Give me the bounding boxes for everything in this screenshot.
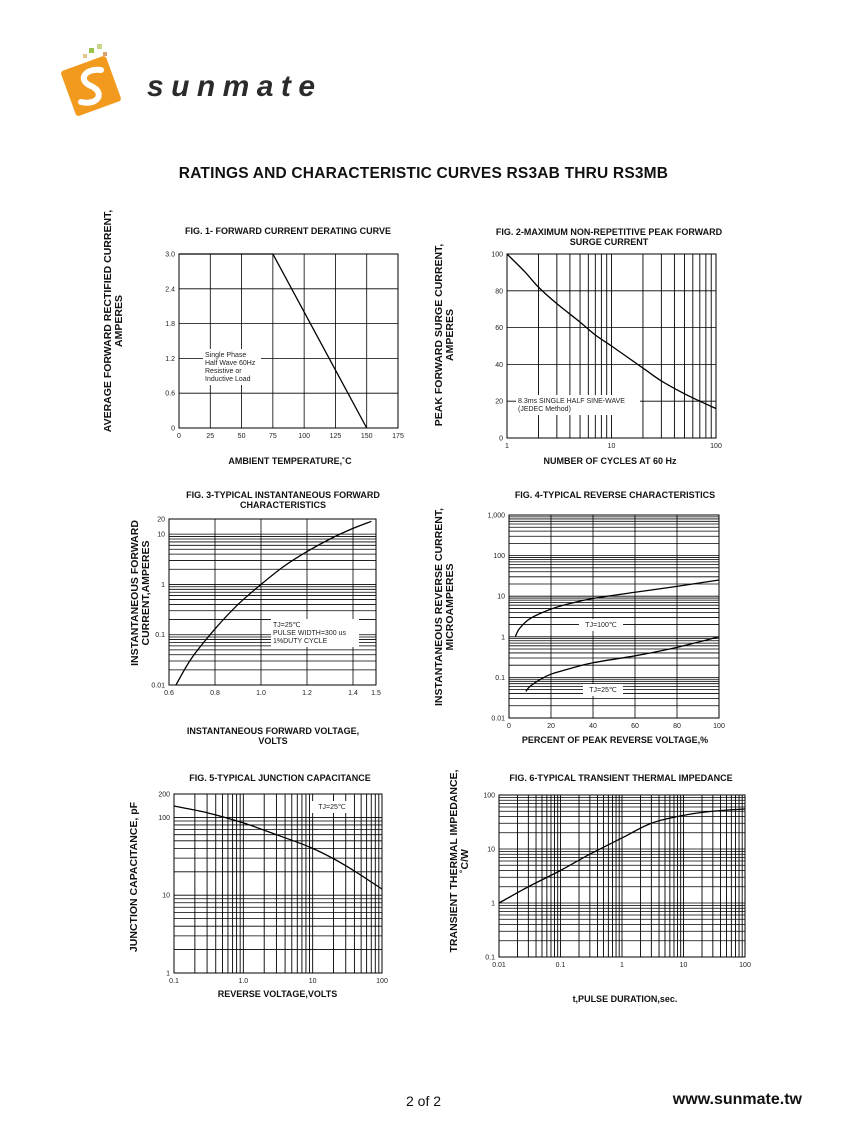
fig5-ytick-label: 10 [162, 892, 170, 900]
fig1-note [203, 349, 261, 385]
fig6-ytick-label: 1 [491, 900, 495, 908]
page-title: RATINGS AND CHARACTERISTIC CURVES RS3AB THRU RS3MB [178, 165, 669, 182]
fig1-xtick-label: 100 [298, 433, 310, 440]
fig4-ytick-label: 100 [493, 553, 505, 561]
fig3-ytick-label: 0.1 [155, 632, 165, 640]
fig3-note [271, 619, 359, 647]
fig1-note-line: Inductive Load [205, 376, 251, 383]
fig1-note-line: Half Wave 60Hz [205, 360, 256, 367]
fig1-xtick-label: 0 [177, 433, 181, 440]
fig3-note-line: TJ=25℃ [273, 622, 301, 629]
fig2-ytick-label: 100 [491, 251, 503, 259]
fig5-ytick-label: 100 [158, 814, 170, 822]
fig2-xtick-label: 10 [607, 443, 616, 450]
fig1-ylabel: AVERAGE FORWARD RECTIFIED CURRENT, AMPERES [102, 209, 125, 433]
fig6-ytick-label: 10 [487, 846, 495, 854]
fig1-xtick-label: 25 [206, 433, 215, 440]
fig1-xtick-label: 150 [360, 433, 373, 440]
fig2-ytick-label: 60 [495, 325, 503, 333]
fig4-ytick-label: 10 [497, 593, 505, 601]
fig2-plot [491, 252, 722, 451]
fig6-xtick-label: 1 [620, 962, 624, 969]
fig3-xlabel: INSTANTANEOUS FORWARD VOLTAGE, VOLTS [186, 726, 360, 746]
fig1-ytick-label: 3.0 [165, 251, 175, 259]
fig4-label-cold [583, 684, 623, 696]
fig3-ytick-label: 10 [157, 531, 165, 539]
fig2-ytick-label: 40 [495, 361, 503, 369]
fig5-ytick-label: 200 [158, 791, 170, 799]
fig2-xtick-label: 100 [710, 443, 722, 450]
logo-wordmark: sunmate [147, 70, 317, 103]
fig5-series-line-1 [174, 806, 382, 889]
fig4-xtick-label: 0 [507, 723, 511, 730]
fig3-frame [169, 519, 376, 685]
fig1-frame [179, 254, 398, 428]
fig3-ytick-label: 1 [161, 581, 165, 589]
fig4-xlabel: PERCENT OF PEAK REVERSE VOLTAGE,% [521, 735, 709, 745]
fig5-xtick-label: 10 [308, 978, 317, 985]
fig3-ylabel: INSTANTANEOUS FORWARD CURRENT,AMPERES [129, 520, 152, 666]
fig4-ytick-label: 1,000 [487, 512, 505, 520]
fig6-xtick-label: 0.1 [555, 962, 566, 969]
fig1-xlabel: AMBIENT TEMPERATURE,˚C [228, 456, 352, 466]
fig4-label-cold-line: TJ=25℃ [589, 687, 617, 694]
fig3-xtick-label: 1.5 [371, 690, 381, 697]
fig2-note-line: (JEDEC Method) [518, 406, 571, 413]
fig4-ytick-label: 0.01 [491, 715, 505, 723]
fig4-label-hot-line: TJ=100℃ [585, 622, 617, 629]
fig1-xtick-label: 50 [237, 433, 246, 440]
fig1-note-line: Single Phase [205, 352, 247, 359]
fig3-title: FIG. 3-TYPICAL INSTANTANEOUS FORWARD CHARACTERISTICS [186, 490, 380, 510]
fig5-xtick-label: 100 [376, 978, 388, 985]
fig6-xlabel: t,PULSE DURATION,sec. [572, 994, 678, 1004]
website-url: www.sunmate.tw [672, 1091, 802, 1108]
fig1-ytick-label: 2.4 [165, 286, 175, 294]
fig5-xlabel: REVERSE VOLTAGE,VOLTS [217, 989, 338, 999]
fig6-xtick-label: 100 [739, 962, 751, 969]
fig6-ytick-label: 100 [483, 792, 495, 800]
fig1-xtick-label: 125 [329, 433, 342, 440]
fig1-title: FIG. 1- FORWARD CURRENT DERATING CURVE [184, 226, 391, 236]
fig6-title: FIG. 6-TYPICAL TRANSIENT THERMAL IMPEDANCE [509, 773, 733, 783]
fig3-series-line-1 [176, 521, 372, 685]
fig1-xtick-label: 75 [268, 433, 277, 440]
fig4-xtick-label: 60 [631, 723, 639, 730]
fig5-ylabel: JUNCTION CAPACITANCE, pF [128, 801, 140, 953]
fig5-title: FIG. 5-TYPICAL JUNCTION CAPACITANCE [189, 773, 371, 783]
fig1-ytick-label: 0.6 [165, 390, 175, 398]
fig4-xtick-label: 100 [713, 723, 725, 730]
fig2-ytick-label: 20 [495, 398, 503, 406]
fig5-xtick-label: 0.1 [169, 978, 179, 985]
page-number: 2 of 2 [405, 1093, 442, 1109]
fig5-ytick-label: 1 [166, 970, 170, 978]
fig4-title: FIG. 4-TYPICAL REVERSE CHARACTERISTICS [514, 490, 716, 500]
fig6-ytick-label: 0.1 [485, 954, 495, 962]
fig1-ytick-label: 1.8 [165, 321, 175, 329]
fig6-ylabel: TRANSIENT THERMAL IMPEDANCE, ˚C/W [448, 769, 471, 953]
fig5-plot [158, 792, 388, 986]
fig4-ylabel: INSTANTANEOUS REVERSE CURRENT, MICROAMPERES [433, 508, 456, 706]
fig6-plot [483, 793, 751, 970]
fig4-label-hot [579, 619, 623, 631]
fig1-note-line: Resistive or [205, 368, 242, 375]
fig3-xtick-label: 1.2 [302, 690, 312, 697]
fig4-ytick-label: 0.1 [495, 674, 505, 682]
fig3-note-line: PULSE WIDTH=300 us [273, 630, 346, 637]
fig3-xtick-label: 1.4 [348, 690, 358, 697]
fig1-ytick-label: 1.2 [165, 355, 175, 363]
fig1-ytick-label: 0 [171, 425, 175, 433]
fig2-xtick-label: 1 [505, 443, 509, 450]
fig5-note [312, 801, 352, 813]
fig2-ytick-label: 0 [499, 435, 503, 443]
fig5-note-line: TJ=25℃ [318, 804, 346, 811]
fig1-plot [165, 252, 404, 441]
fig3-ytick-label: 0.01 [151, 682, 165, 690]
fig4-xtick-label: 40 [589, 723, 597, 730]
fig4-xtick-label: 80 [673, 723, 681, 730]
fig3-xtick-label: 1.0 [256, 690, 266, 697]
fig2-title: FIG. 2-MAXIMUM NON-REPETITIVE PEAK FORWARD SURGE CURRENT [495, 227, 723, 247]
fig3-plot [151, 517, 381, 698]
fig3-xtick-label: 0.6 [164, 690, 174, 697]
fig5-xtick-label: 1.0 [238, 978, 249, 985]
fig2-ytick-label: 80 [495, 288, 503, 296]
fig3-note-line: 1%DUTY CYCLE [273, 638, 328, 645]
fig3-xtick-label: 0.8 [210, 690, 220, 697]
fig4-series-line-2 [526, 637, 719, 692]
fig2-note [516, 395, 640, 415]
fig2-note-line: 8.3ms SINGLE HALF SINE-WAVE [518, 398, 625, 405]
fig4-xtick-label: 20 [547, 723, 555, 730]
fig2-xlabel: NUMBER OF CYCLES AT 60 Hz [543, 456, 677, 466]
fig1-xtick-label: 175 [392, 433, 404, 440]
fig3-ytick-label: 20 [157, 516, 165, 524]
fig6-xtick-label: 10 [679, 962, 688, 969]
fig6-xtick-label: 0.01 [492, 962, 506, 969]
fig4-ytick-label: 1 [501, 634, 505, 642]
fig2-ylabel: PEAK FORWARD SURGE CURRENT, AMPERES [433, 243, 456, 427]
